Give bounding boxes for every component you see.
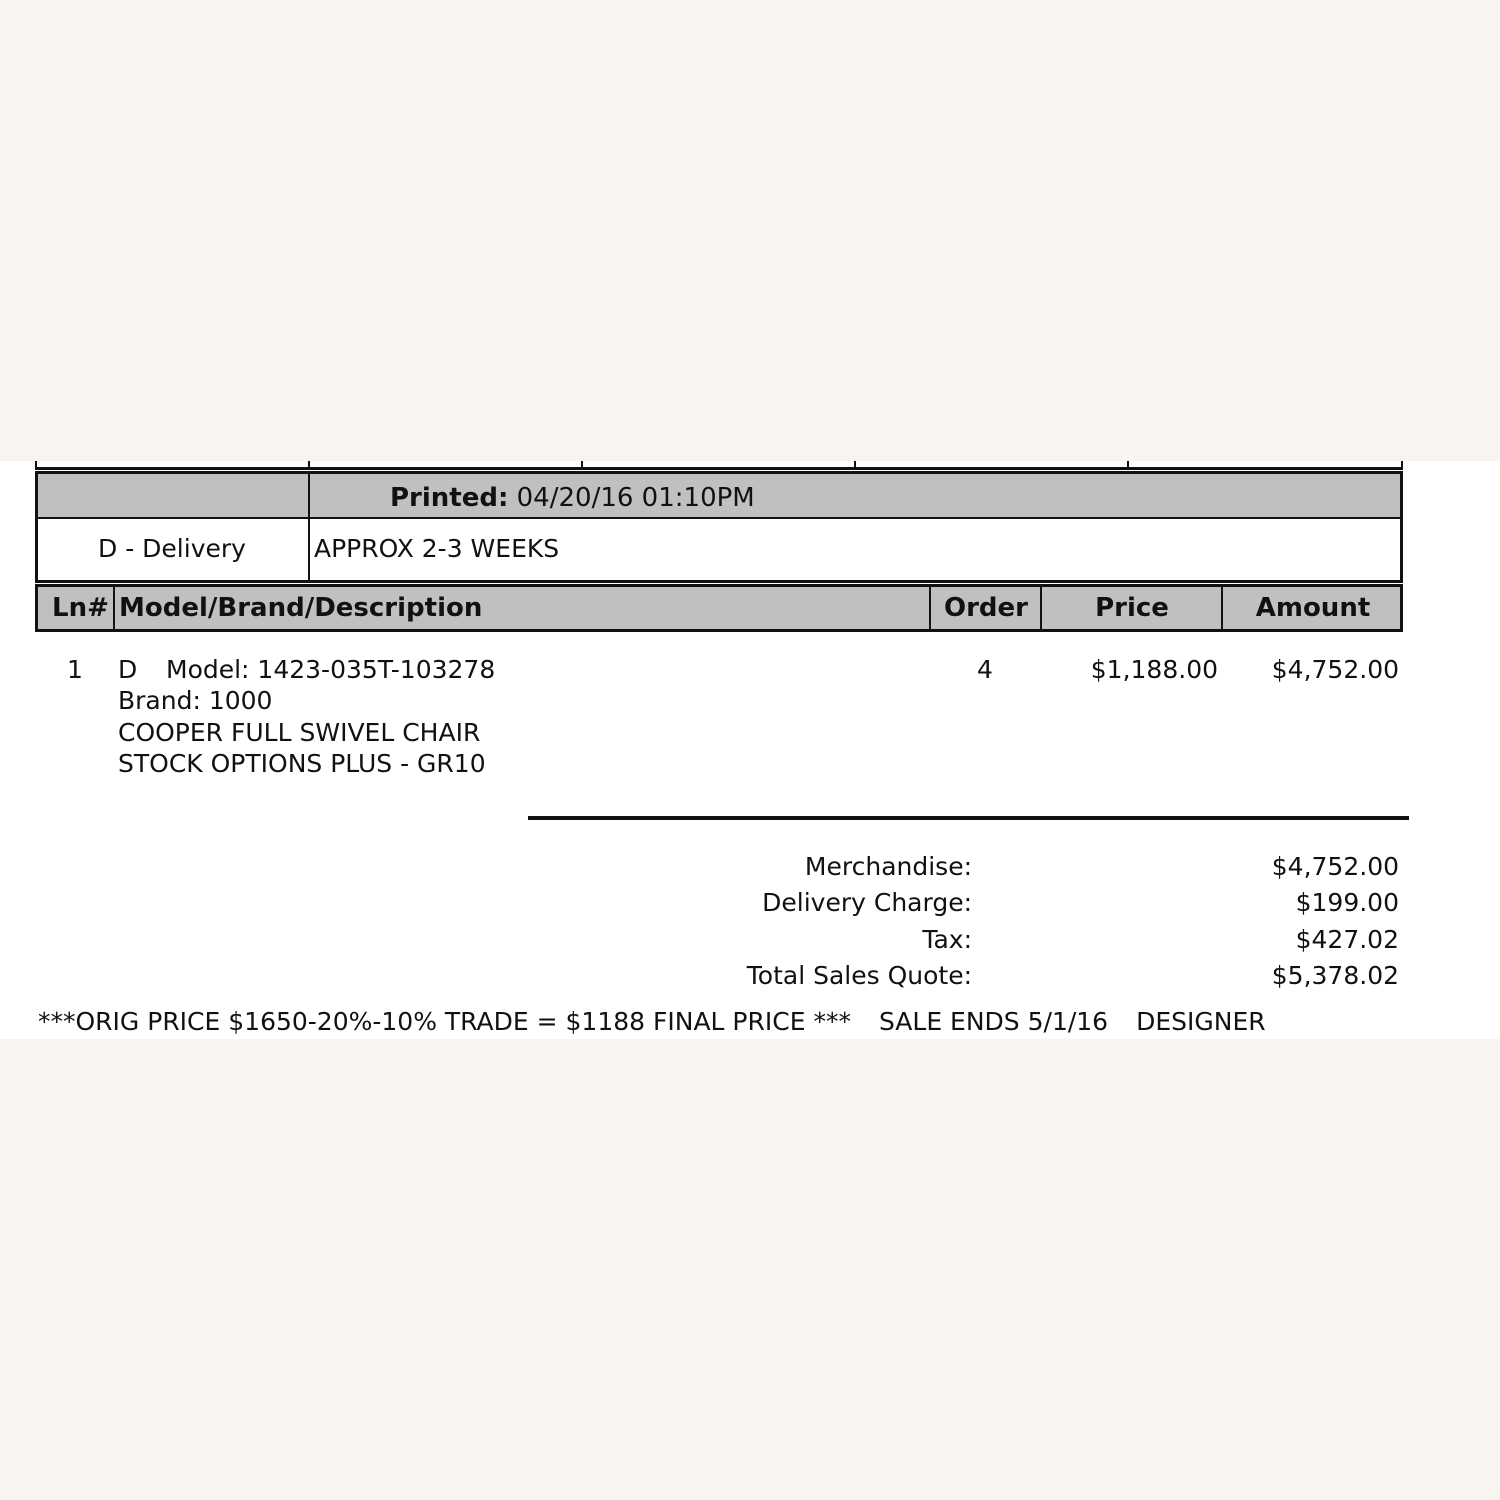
row-code: D [118,655,138,684]
delivery-charge-value: $199.00 [1295,888,1399,917]
delivery-type: D - Delivery [98,534,246,563]
header-description: Model/Brand/Description [119,593,483,623]
row-model: Model: 1423-035T-103278 [166,655,496,684]
footer-designer: DESIGNER [1136,1007,1266,1036]
row-brand: Brand: 1000 [118,686,273,715]
row-order: 4 [977,655,993,684]
delivery-info-box [35,471,1403,583]
printed-timestamp [390,483,755,513]
merchandise-value: $4,752.00 [1271,852,1399,881]
totals-rule [528,816,1409,820]
printed-value: 04/20/16 01:10PM [516,483,755,513]
delivery-note: APPROX 2-3 WEEKS [314,534,560,563]
delivery-charge-label: Delivery Charge: [762,888,972,917]
row-name: COOPER FULL SWIVEL CHAIR [118,718,481,747]
printed-label: Printed: [390,483,509,513]
header-price: Price [1095,593,1169,623]
footer-note [38,1007,1266,1036]
tax-value: $427.02 [1295,925,1399,954]
grid-tick [854,461,856,467]
footer-price-note: ***ORIG PRICE $1650-20%-10% TRADE = $1188 FINAL PRICE *** [38,1007,851,1036]
header-order: Order [944,593,1028,623]
header-amount: Amount [1255,593,1371,623]
merchandise-label: Merchandise: [804,852,972,881]
column-divider [308,474,310,580]
total-value: $5,378.02 [1271,961,1399,990]
row-description [118,685,486,779]
table-header [35,584,1403,632]
row-ln: 1 [67,655,83,684]
grid-tick [308,461,310,467]
footer-sale-ends: SALE ENDS 5/1/16 [878,1007,1109,1036]
previous-table-edge [35,461,1403,470]
header-divider [113,587,115,629]
tax-label: Tax: [922,925,972,954]
header-ln: Ln# [52,593,109,623]
sales-quote-document [0,461,1500,1039]
grid-tick [581,461,583,467]
total-label: Total Sales Quote: [746,961,972,990]
row-amount: $4,752.00 [1271,655,1399,684]
row-price: $1,188.00 [1090,655,1218,684]
row-options: STOCK OPTIONS PLUS - GR10 [118,749,486,778]
grid-tick [1127,461,1129,467]
